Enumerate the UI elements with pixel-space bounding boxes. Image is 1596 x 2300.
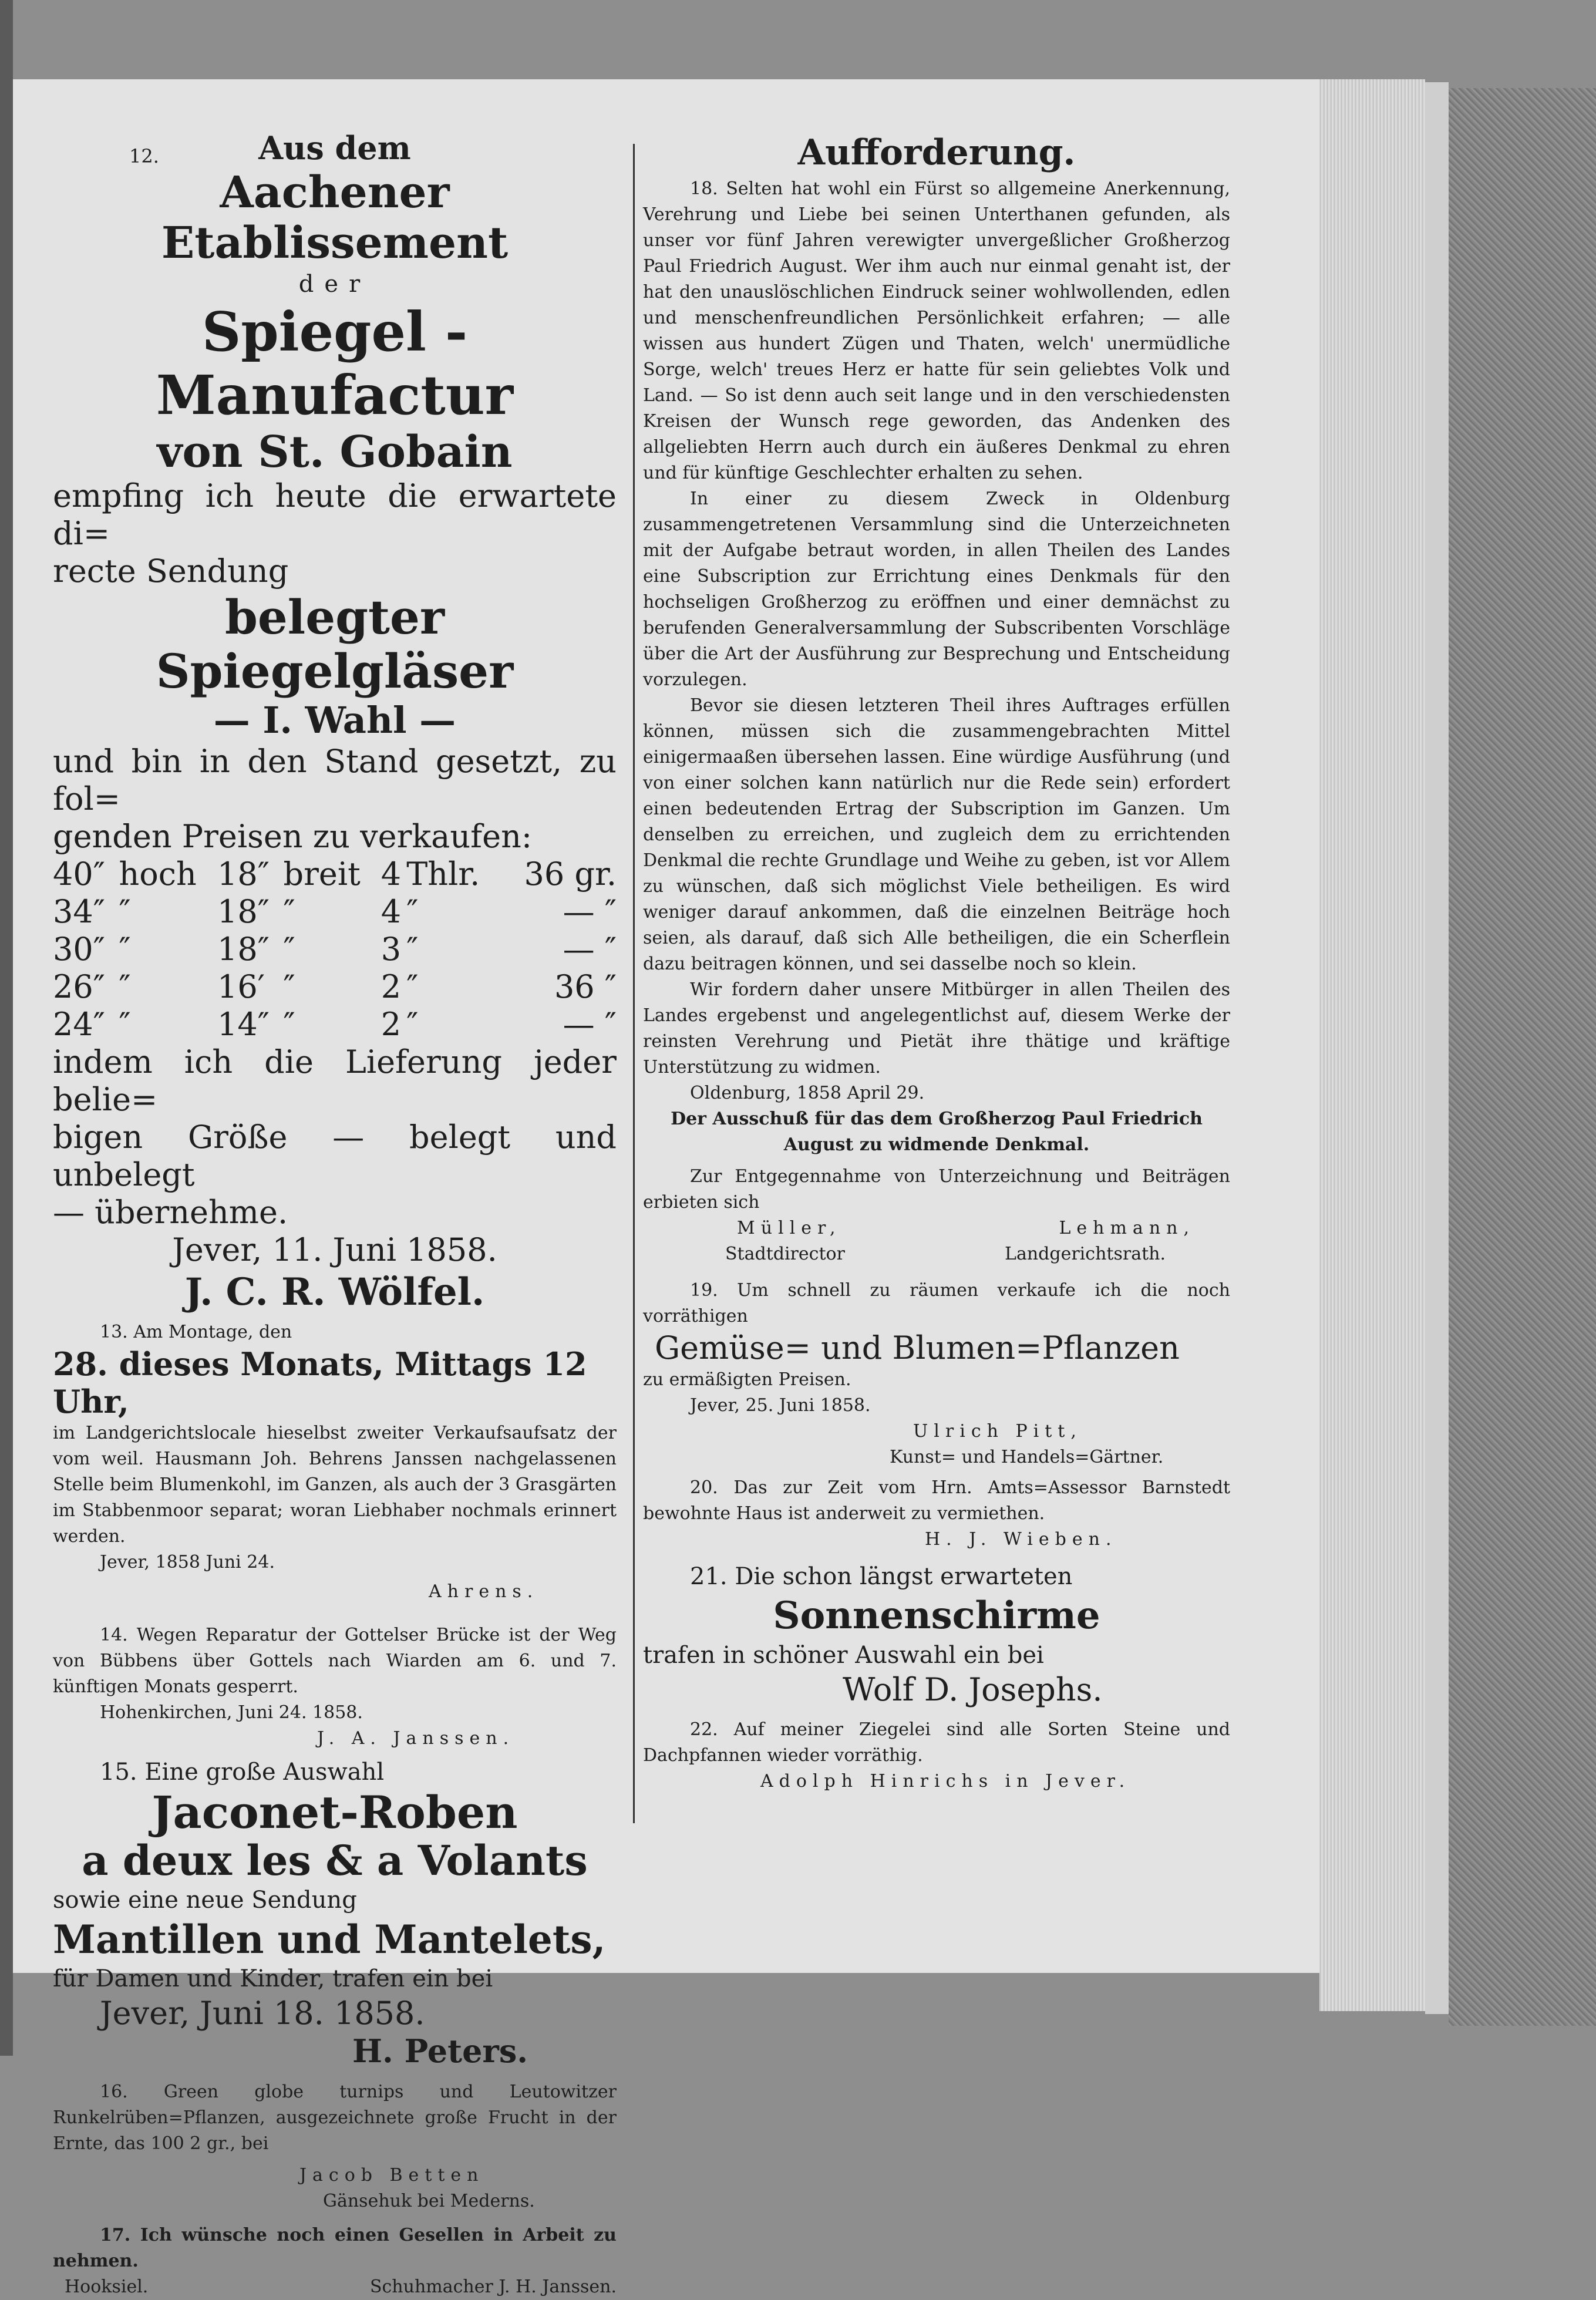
ad19-body: 19. Um schnell zu räumen verkaufe ich die noch vorräthigen: [643, 1280, 1230, 1326]
ad21-headline: Sonnenschirme: [773, 1594, 1100, 1638]
price-cell: ″: [406, 1006, 419, 1043]
ad-20: [643, 1475, 1230, 1553]
price-cell: ″: [406, 893, 419, 930]
ad16-location: Gänsehuk bei Mederns.: [323, 2191, 535, 2211]
ad18-committee: Der Ausschuß für das dem Großherzog Paul Friedrich August zu widmende Denkmal.: [671, 1109, 1203, 1155]
ad-number: 12.: [129, 145, 159, 167]
price-cell: 16′: [217, 968, 265, 1005]
ad18-title: Aufforderung.: [797, 132, 1076, 173]
column-divider: [633, 144, 635, 1823]
book-binding: [1449, 88, 1596, 2026]
ad-18: [643, 129, 1230, 1267]
ad19-headline: Gemüse= und Blumen=Pflanzen: [655, 1329, 1180, 1366]
ad21-signature: Wolf D. Josephs.: [843, 1671, 1103, 1708]
price-cell: hoch: [119, 856, 197, 893]
ad17-body: 17. Ich wünsche noch einen Gesellen in Arbeit zu nehmen.: [53, 2225, 617, 2271]
ad12-line: bigen Größe — belegt und unbelegt: [53, 1119, 617, 1193]
ad13-body: im Landgerichtslocale hieselbst zweiter Verkaufsaufsatz der vom weil. Hausmann Joh. Behrens Janssen nachgelassenen Stelle beim Blumenkohl, im Ganzen, als auch der 3 Grasgärten im Stabbenmoor separat; woran Liebhaber nochmals erinnert werden.: [53, 1423, 617, 1547]
ad15-intro: 15. Eine große Auswahl: [100, 1759, 385, 1786]
book-left-edge: [0, 0, 13, 2056]
ad18-signature-title: Stadtdirector: [725, 1244, 845, 1264]
ad19-line: zu ermäßigten Preisen.: [643, 1369, 851, 1390]
ad12-headline: Spiegel - Manufactur: [156, 300, 514, 427]
ad13-intro: 13. Am Montage, den: [100, 1322, 292, 1342]
price-cell: 18″: [217, 893, 270, 930]
ad18-signature: Lehmann,: [1059, 1218, 1195, 1238]
price-cell: ″: [406, 968, 419, 1005]
ad12-date: Jever, 11. Juni 1858.: [172, 1231, 497, 1268]
price-table: [53, 856, 617, 1043]
price-cell: — ″: [563, 931, 617, 968]
ad15-line: sowie eine neue Sendung: [53, 1887, 357, 1914]
price-cell: 30″: [53, 931, 105, 968]
ad18-paragraph: Wir fordern daher unsere Mitbürger in allen Theilen des Landes ergebenst und angelegentlichst auf, diesem Werke der reinsten Verehrung und Pietät ihre thätige und kräftige Unterstützung zu widmen.: [643, 979, 1230, 1077]
ad17-signature: Schuhmacher J. H. Janssen.: [369, 2277, 617, 2297]
page-stack-edge: [1319, 79, 1425, 2011]
ad20-signature: H. J. Wieben.: [925, 1529, 1117, 1550]
ad12-headline: Aachener Etablissement: [161, 167, 509, 268]
price-cell: 40″: [53, 856, 105, 893]
price-row: [53, 893, 617, 931]
price-cell: 3: [381, 931, 402, 968]
price-cell: 36 gr.: [524, 856, 617, 893]
price-cell: ″: [283, 968, 295, 1005]
ad15-line: für Damen und Kinder, trafen ein bei: [53, 1965, 493, 1992]
ad-15: [53, 1756, 617, 2070]
price-row: [53, 1006, 617, 1043]
ad21-line: trafen in schöner Auswahl ein bei: [643, 1642, 1044, 1669]
right-column: [643, 129, 1230, 1794]
ad17-place: Hooksiel.: [65, 2277, 149, 2297]
ad22-body: 22. Auf meiner Ziegelei sind alle Sorten Steine und Dachpfannen wieder vorräthig.: [643, 1719, 1230, 1766]
ad15-headline: a deux les & a Volants: [82, 1836, 588, 1885]
ad12-line: genden Preisen zu verkaufen:: [53, 818, 533, 855]
ad16-body: 16. Green globe turnips und Leutowitzer Runkelrüben=Pflanzen, ausgezeichnete große Frucht in der Ernte, das 100 2 gr., bei: [53, 2082, 617, 2154]
ad18-paragraph: In einer zu diesem Zweck in Oldenburg zusammengetretenen Versammlung sind die Unterzeichneten mit der Aufgabe betraut worden, in allen Theilen des Landes eine Subscription zur Errichtung eines Denkmals für den hochseligen Großherzog zu eröffnen und einer demnächst zu berufenden Generalversammlung der Subscribenten Vorschläge über die Art der Ausführung zur Besprechung und Entscheidung vorzulegen.: [643, 489, 1230, 690]
price-cell: 2: [381, 968, 402, 1005]
ad20-body: 20. Das zur Zeit vom Hrn. Amts=Assessor Barnstedt bewohnte Haus ist anderweit zu vermiethen.: [643, 1477, 1230, 1524]
ad18-paragraph: Zur Entgegennahme von Unterzeichnung und Beiträgen erbieten sich: [643, 1166, 1230, 1213]
ad14-body: 14. Wegen Reparatur der Gottelser Brücke ist der Weg von Bübbens über Gottels nach Wiarden am 6. und 7. künftigen Monats gesperrt.: [53, 1625, 617, 1697]
ad19-date: Jever, 25. Juni 1858.: [690, 1395, 871, 1416]
ad15-headline: Jaconet-Roben: [151, 1786, 518, 1838]
ad21-intro: 21. Die schon längst erwarteten: [690, 1563, 1073, 1590]
price-cell: ″: [119, 893, 131, 930]
ad18-paragraph: 18. Selten hat wohl ein Fürst so allgemeine Anerkennung, Verehrung und Liebe bei seinen Unterthanen gefunden, als unser vor fünf Jahren verewigter unvergeßlicher Großherzog Paul Friedrich August. Wer ihm auch nur einmal genaht ist, der hat den unauslöschlichen Eindruck seiner wohlwollenden, edlen und menschenfreundlichen Persönlichkeit erfahren; — alle wissen aus hundert Zügen und Thaten, welch' unermüdliche Sorge, welch' treues Herz er hatte für sein geliebtes Volk und Land. — So ist denn auch seit lange und in den verschiedensten Kreisen der Wunsch rege geworden, das Andenken des allgeliebten Herrn auch durch ein äußeres Denkmal zu ehren und für künftige Geschlechter erhalten zu sehen.: [643, 179, 1230, 483]
ad-12: [53, 129, 617, 1316]
ad12-signature: J. C. R. Wölfel.: [184, 1270, 485, 1314]
ad-13: [53, 1319, 617, 1605]
price-cell: Thlr.: [406, 856, 480, 893]
ad-16: [53, 2079, 617, 2214]
price-cell: ″: [119, 968, 131, 1005]
ad12-line: empfing ich heute die erwartete di=: [53, 477, 617, 552]
ad-21: [643, 1561, 1230, 1709]
price-cell: 14″: [217, 1006, 270, 1043]
price-row: [53, 931, 617, 968]
ad12-line: und bin in den Stand gesetzt, zu fol=: [53, 743, 617, 817]
price-row: [53, 968, 617, 1006]
price-cell: — ″: [563, 893, 617, 930]
ad-14: [53, 1622, 617, 1752]
price-cell: 34″: [53, 893, 105, 930]
price-cell: ″: [283, 931, 295, 968]
ad15-headline: Mantillen und Mantelets,: [53, 1917, 606, 1962]
book-cover-edge: [1425, 82, 1449, 2014]
price-cell: 18″: [217, 856, 270, 893]
price-cell: 4: [381, 893, 402, 930]
price-cell: ″: [406, 931, 419, 968]
price-cell: ″: [119, 931, 131, 968]
ad12-line: — übernehme.: [53, 1194, 288, 1231]
ad16-signature: Jacob Betten: [299, 2165, 484, 2185]
price-cell: ″: [283, 893, 295, 930]
ad22-signature: Adolph Hinrichs in Jever.: [760, 1771, 1131, 1791]
ad18-date: Oldenburg, 1858 April 29.: [690, 1083, 925, 1103]
ad18-signature: Müller,: [737, 1218, 841, 1238]
price-cell: — ″: [563, 1006, 617, 1043]
ad13-date: Jever, 1858 Juni 24.: [100, 1552, 275, 1572]
ad12-line: Aus dem: [258, 129, 411, 167]
price-cell: 18″: [217, 931, 270, 968]
ad12-headline: belegter Spiegelgläser: [156, 590, 514, 699]
ad12-line: indem ich die Lieferung jeder belie=: [53, 1043, 617, 1118]
ad12-headline: von St. Gobain: [157, 427, 513, 477]
price-cell: ″: [119, 1006, 131, 1043]
ad18-paragraph: Bevor sie diesen letzteren Theil ihres Auftrages erfüllen können, müssen sich die zusammengebrachten Mittel einigermaaßen übersehen lassen. Eine würdige Ausführung (und von einer solchen kann natürlich nur die Rede sein) erfordert einen bedeutenden Ertrag der Subscription im Ganzen. Um denselben zu erreichen, und zugleich dem zu errichtenden Denkmal die rechte Grundlage und Weihe zu geben, ist vor Allem zu wünschen, daß sich möglichst Viele betheiligen. Es wird weniger darauf ankommen, daß die einzelnen Beiträge hoch seien, als darauf, daß sich Alle betheiligen, die ein Scherflein dazu beitragen können, und sei dasselbe noch so klein.: [643, 695, 1230, 974]
price-row: [53, 856, 617, 893]
ad12-line: recte Sendung: [53, 553, 289, 590]
ad15-signature: H. Peters.: [352, 2032, 528, 2070]
ad13-signature: Ahrens.: [429, 1581, 539, 1602]
price-cell: 36 ″: [554, 968, 617, 1005]
price-cell: 26″: [53, 968, 105, 1005]
price-cell: ″: [283, 1006, 295, 1043]
price-cell: breit: [283, 856, 361, 893]
price-cell: 2: [381, 1006, 402, 1043]
ad-19: [643, 1278, 1230, 1470]
ad12-line: der: [298, 271, 371, 298]
ad19-signature: Ulrich Pitt,: [913, 1421, 1082, 1442]
ad13-headline: 28. dieses Monats, Mittags 12 Uhr,: [53, 1345, 587, 1420]
ad14-date: Hohenkirchen, Juni 24. 1858.: [100, 1702, 363, 1723]
ad19-signature-title: Kunst= und Handels=Gärtner.: [890, 1447, 1164, 1467]
ad18-signature-title: Landgerichtsrath.: [1005, 1244, 1166, 1264]
ad-17: [53, 2222, 617, 2300]
ad-22: [643, 1717, 1230, 1794]
price-cell: 24″: [53, 1006, 105, 1043]
ad14-signature: J. A. Janssen.: [317, 1728, 515, 1749]
ad12-headline: — I. Wahl —: [213, 699, 456, 742]
ad15-date: Jever, Juni 18. 1858.: [100, 1995, 425, 2032]
price-cell: 4: [381, 856, 402, 893]
left-column: [53, 129, 617, 2300]
